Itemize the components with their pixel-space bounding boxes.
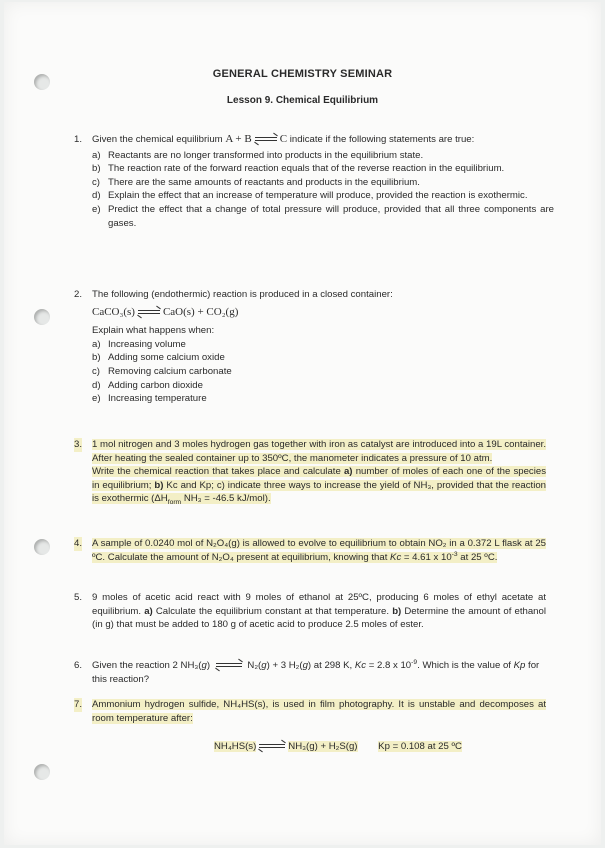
question-1	[74, 133, 554, 230]
question-number: 6.	[74, 660, 83, 671]
question-2	[74, 288, 544, 406]
question-number: 7.	[74, 699, 83, 710]
punch-hole	[34, 539, 50, 555]
equilibrium-arrow-icon	[138, 309, 160, 315]
list-item: b) Adding some calcium oxide	[92, 352, 225, 364]
equilibrium-arrow-icon	[255, 136, 277, 142]
list-item: d) Explain the effect that an increase of temperature will produce, provided the reaction is exothermic.	[92, 190, 528, 202]
question-number: 1.	[74, 134, 83, 145]
question-5	[74, 591, 546, 632]
page-title: GENERAL CHEMISTRY SEMINAR	[212, 68, 393, 80]
question-intro: The following (endothermic) reaction is produced in a closed container:	[92, 289, 393, 300]
list-item: b) The reaction rate of the forward reaction equals that of the reverse reaction in the equilibrium.	[92, 163, 505, 175]
page-subtitle: Lesson 9. Chemical Equilibrium	[226, 95, 379, 106]
list-item: c) There are the same amounts of reactants and products in the equilibrium.	[92, 176, 420, 188]
question-prompt: Explain what happens when:	[92, 325, 215, 337]
question-3	[74, 438, 546, 506]
question-number: 2.	[74, 289, 83, 300]
question-text: 1 mol nitrogen and 3 moles hydrogen gas together with iron as catalyst are introduced into a 19L container. After heating the sealed container up to 350ºC, the manometer indicates a pressure of 10 atm.	[92, 439, 546, 464]
equilibrium-arrow-icon	[216, 662, 242, 668]
punch-hole	[34, 764, 50, 780]
punch-hole	[34, 309, 50, 325]
question-number: 4.	[74, 538, 83, 549]
kp-value: Kp = 0.108 at 25 ºC	[378, 741, 462, 752]
list-item: e) Predict the effect that a change of total pressure will produce, provided that all three components are gases.	[92, 203, 554, 229]
question-text: Ammonium hydrogen sulfide, NH₄HS(s), is used in film photography. It is unstable and decomposes at room temperature after:	[92, 699, 546, 724]
question-text: Given the reaction 2 NH₃(g) N₂(g) + 3 H₂(g) at 298 K, Kc = 2.8 x $10^{-9}$. Which is the value of Kp for this reaction?	[92, 658, 540, 685]
equation: NH₄HS(s) NH₃(g) + H₂S(g) Kp = 0.108 at 25 ºC	[214, 741, 462, 752]
question-number: 3.	[74, 439, 83, 450]
question-4	[74, 537, 546, 564]
question-text: A sample of 0.0240 mol of N₂O₄(g) is allowed to evolve to equilibrium to obtain NO₂ in a 0.372 L flask at 25 ºC. Calculate the amount of N₂O₄ present at equilibrium, knowing that Kc = 4.61 x $10^{-3}$ at 25 ºC.	[92, 538, 546, 563]
list-item: a) Reactants are no longer transformed into products in the equilibrium state.	[92, 149, 424, 161]
question-intro: Given the chemical equilibrium A + B C indicate if the following statements are true:	[92, 133, 475, 145]
list-item: e) Increasing temperature	[92, 393, 207, 405]
question-6	[74, 659, 546, 686]
list-item: c) Removing calcium carbonate	[92, 365, 232, 377]
equation: A + B C	[225, 133, 288, 145]
list-item: a) Increasing volume	[92, 338, 186, 350]
question-number: 5.	[74, 592, 83, 603]
question-7	[74, 698, 546, 725]
question-text: 9 moles of acetic acid react with 9 moles of ethanol at 25ºC, producing 6 moles of ethyl acetate at equilibrium. a) Calculate the equilibrium constant at that temperature. b) Determine the amount of ethanol (in g) that must be added to 180 g of acetic acid to produce 2.5 moles of ester.	[92, 592, 546, 631]
equation: CaCO₃(s) CaO(s) + CO₂(g)	[92, 305, 239, 318]
list-item: d) Adding carbon dioxide	[92, 379, 203, 391]
question-task: Write the chemical reaction that takes place and calculate a) number of moles of each one of the species in equilibrium; b) Kc and Kp; c) indicate three ways to increase the yield of NH₃, provided that the reaction is exothermic ($\Delta H_{form}$ NH₃ = -46.5 kJ/mol).	[92, 466, 546, 507]
equilibrium-arrow-icon	[259, 743, 285, 749]
